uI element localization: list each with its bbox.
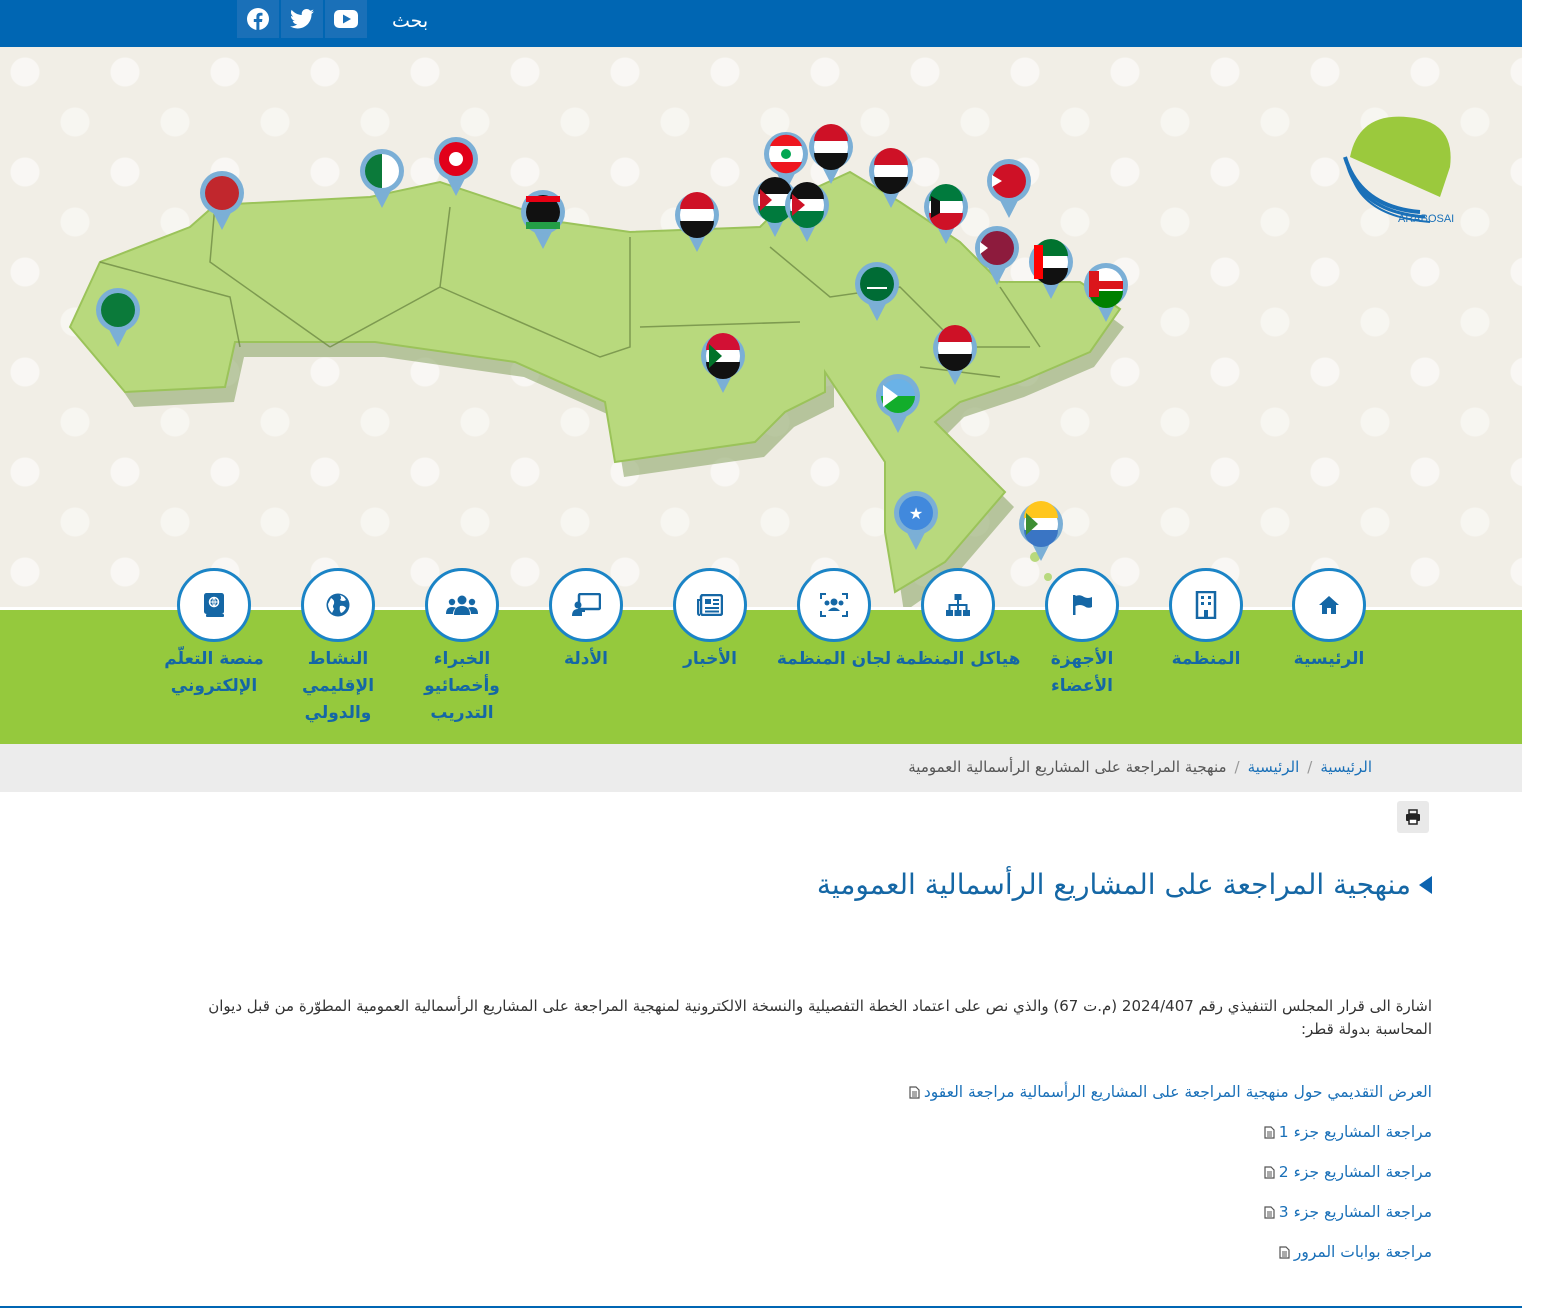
building-icon (1195, 591, 1217, 619)
intro-text: اشارة الى قرار المجلس التنفيذي رقم 2024/407 (م.ت 67) والذي نص على اعتماد الخطة التفصيلية والنسخة الالكترونية لمنهجية المراجعة على المشاريع الرأسمالية العمومية المطوّرة من قبل ديوان المحاسبة بدولة قطر: (208, 997, 1432, 1038)
nav-news[interactable] (647, 568, 773, 673)
nav-guides[interactable] (523, 568, 649, 673)
nav-committees[interactable] (771, 568, 897, 673)
page-title (817, 868, 1432, 901)
facebook-icon (247, 8, 269, 30)
nav-home-circle[interactable] (1292, 568, 1366, 642)
nav-news-label[interactable]: الأخبار (683, 649, 737, 669)
flag-icon (1070, 593, 1094, 617)
banner-map (0, 47, 1522, 607)
printer-icon (1405, 809, 1421, 825)
nav-home-label[interactable]: الرئيسية (1293, 649, 1365, 669)
facebook-button[interactable] (237, 0, 279, 38)
nav-organization-circle[interactable] (1169, 568, 1243, 642)
doc-link-part-2[interactable] (1264, 1163, 1432, 1181)
doc-link-label[interactable]: مراجعة المشاريع جزء 2 (1278, 1163, 1432, 1181)
doc-link-presentation[interactable] (909, 1083, 1432, 1101)
globe-icon (325, 592, 351, 618)
breadcrumb-home-2[interactable]: الرئيسية (1247, 758, 1300, 776)
nav-committees-label[interactable]: لجان المنظمة (776, 649, 892, 669)
nav-elearning-label[interactable]: منصة التعلّم الإلكتروني (164, 649, 264, 696)
users-focus-icon (819, 592, 849, 618)
breadcrumb-current: منهجية المراجعة على المشاريع الرأسمالية العمومية (908, 758, 1227, 776)
newspaper-icon (697, 594, 723, 616)
svg-text:ARABOSAI: ARABOSAI (1398, 213, 1455, 225)
nav-organization-label[interactable]: المنظمة (1171, 649, 1241, 669)
doc-link-part-3[interactable] (1264, 1203, 1432, 1221)
twitter-button[interactable] (281, 0, 323, 38)
nav-guides-circle[interactable] (549, 568, 623, 642)
doc-link-label[interactable]: مراجعة المشاريع جزء 1 (1278, 1123, 1432, 1141)
nav-guides-label[interactable]: الأدلة (564, 649, 608, 669)
breadcrumb-separator: / (1234, 758, 1240, 776)
search-link[interactable]: بحث (392, 10, 429, 32)
svg-text:★: ★ (908, 504, 924, 523)
doc-link-label[interactable]: مراجعة بوابات المرور (1293, 1243, 1432, 1261)
breadcrumb-home[interactable]: الرئيسية (1320, 758, 1372, 776)
breadcrumb (908, 758, 1372, 776)
arab-world-map (0, 47, 1522, 607)
nav-structures-label[interactable]: هياكل المنظمة (895, 649, 1021, 669)
nav-member-sais-label[interactable]: الأجهزة الأعضاء (1050, 649, 1114, 696)
footer-divider (0, 1306, 1522, 1308)
youtube-button[interactable] (325, 0, 367, 38)
breadcrumb-bar (0, 744, 1522, 792)
nav-experts-circle[interactable] (425, 568, 499, 642)
nav-structures-circle[interactable] (921, 568, 995, 642)
nav-news-circle[interactable] (673, 568, 747, 642)
twitter-icon (290, 9, 314, 29)
doc-link-label[interactable]: مراجعة المشاريع جزء 3 (1278, 1203, 1432, 1221)
sitemap-icon (945, 593, 971, 617)
nav-experts[interactable] (399, 568, 525, 727)
print-button[interactable] (1397, 801, 1429, 833)
nav-member-sais[interactable] (1019, 568, 1145, 700)
title-marker-icon (1419, 876, 1432, 894)
nav-elearning[interactable] (151, 568, 277, 700)
document-icon (1264, 1166, 1275, 1179)
presentation-icon (571, 593, 601, 617)
nav-elearning-circle[interactable] (177, 568, 251, 642)
breadcrumb-separator: / (1307, 758, 1313, 776)
nav-committees-circle[interactable] (797, 568, 871, 642)
home-icon (1317, 594, 1341, 616)
nav-regional-activity-label[interactable]: النشاط الإقليمي والدولي (301, 649, 375, 723)
flag-pin-comoros (1019, 501, 1063, 561)
book-icon (203, 592, 225, 618)
nav-member-sais-circle[interactable] (1045, 568, 1119, 642)
nav-home[interactable] (1266, 568, 1392, 673)
nav-regional-activity-circle[interactable] (301, 568, 375, 642)
document-icon (909, 1086, 920, 1099)
doc-link-gates[interactable] (1279, 1243, 1432, 1261)
nav-regional-activity[interactable] (275, 568, 401, 727)
nav-structures[interactable] (895, 568, 1021, 673)
doc-link-part-1[interactable] (1264, 1123, 1432, 1141)
document-icon (1279, 1246, 1290, 1259)
flag-pin-bahrain (987, 159, 1031, 218)
document-icon (1264, 1126, 1275, 1139)
document-icon (1264, 1206, 1275, 1219)
top-bar (0, 0, 1522, 47)
users-icon (446, 594, 478, 616)
doc-link-label[interactable]: العرض التقديمي حول منهجية المراجعة على المشاريع الرأسمالية مراجعة العقود (923, 1083, 1432, 1101)
youtube-icon (334, 10, 358, 28)
arabosai-logo[interactable] (1345, 117, 1454, 225)
nav-organization[interactable] (1143, 568, 1269, 673)
page-title-text: منهجية المراجعة على المشاريع الرأسمالية العمومية (816, 868, 1411, 901)
nav-experts-label[interactable]: الخبراء وأخصائيو التدريب (424, 649, 500, 723)
